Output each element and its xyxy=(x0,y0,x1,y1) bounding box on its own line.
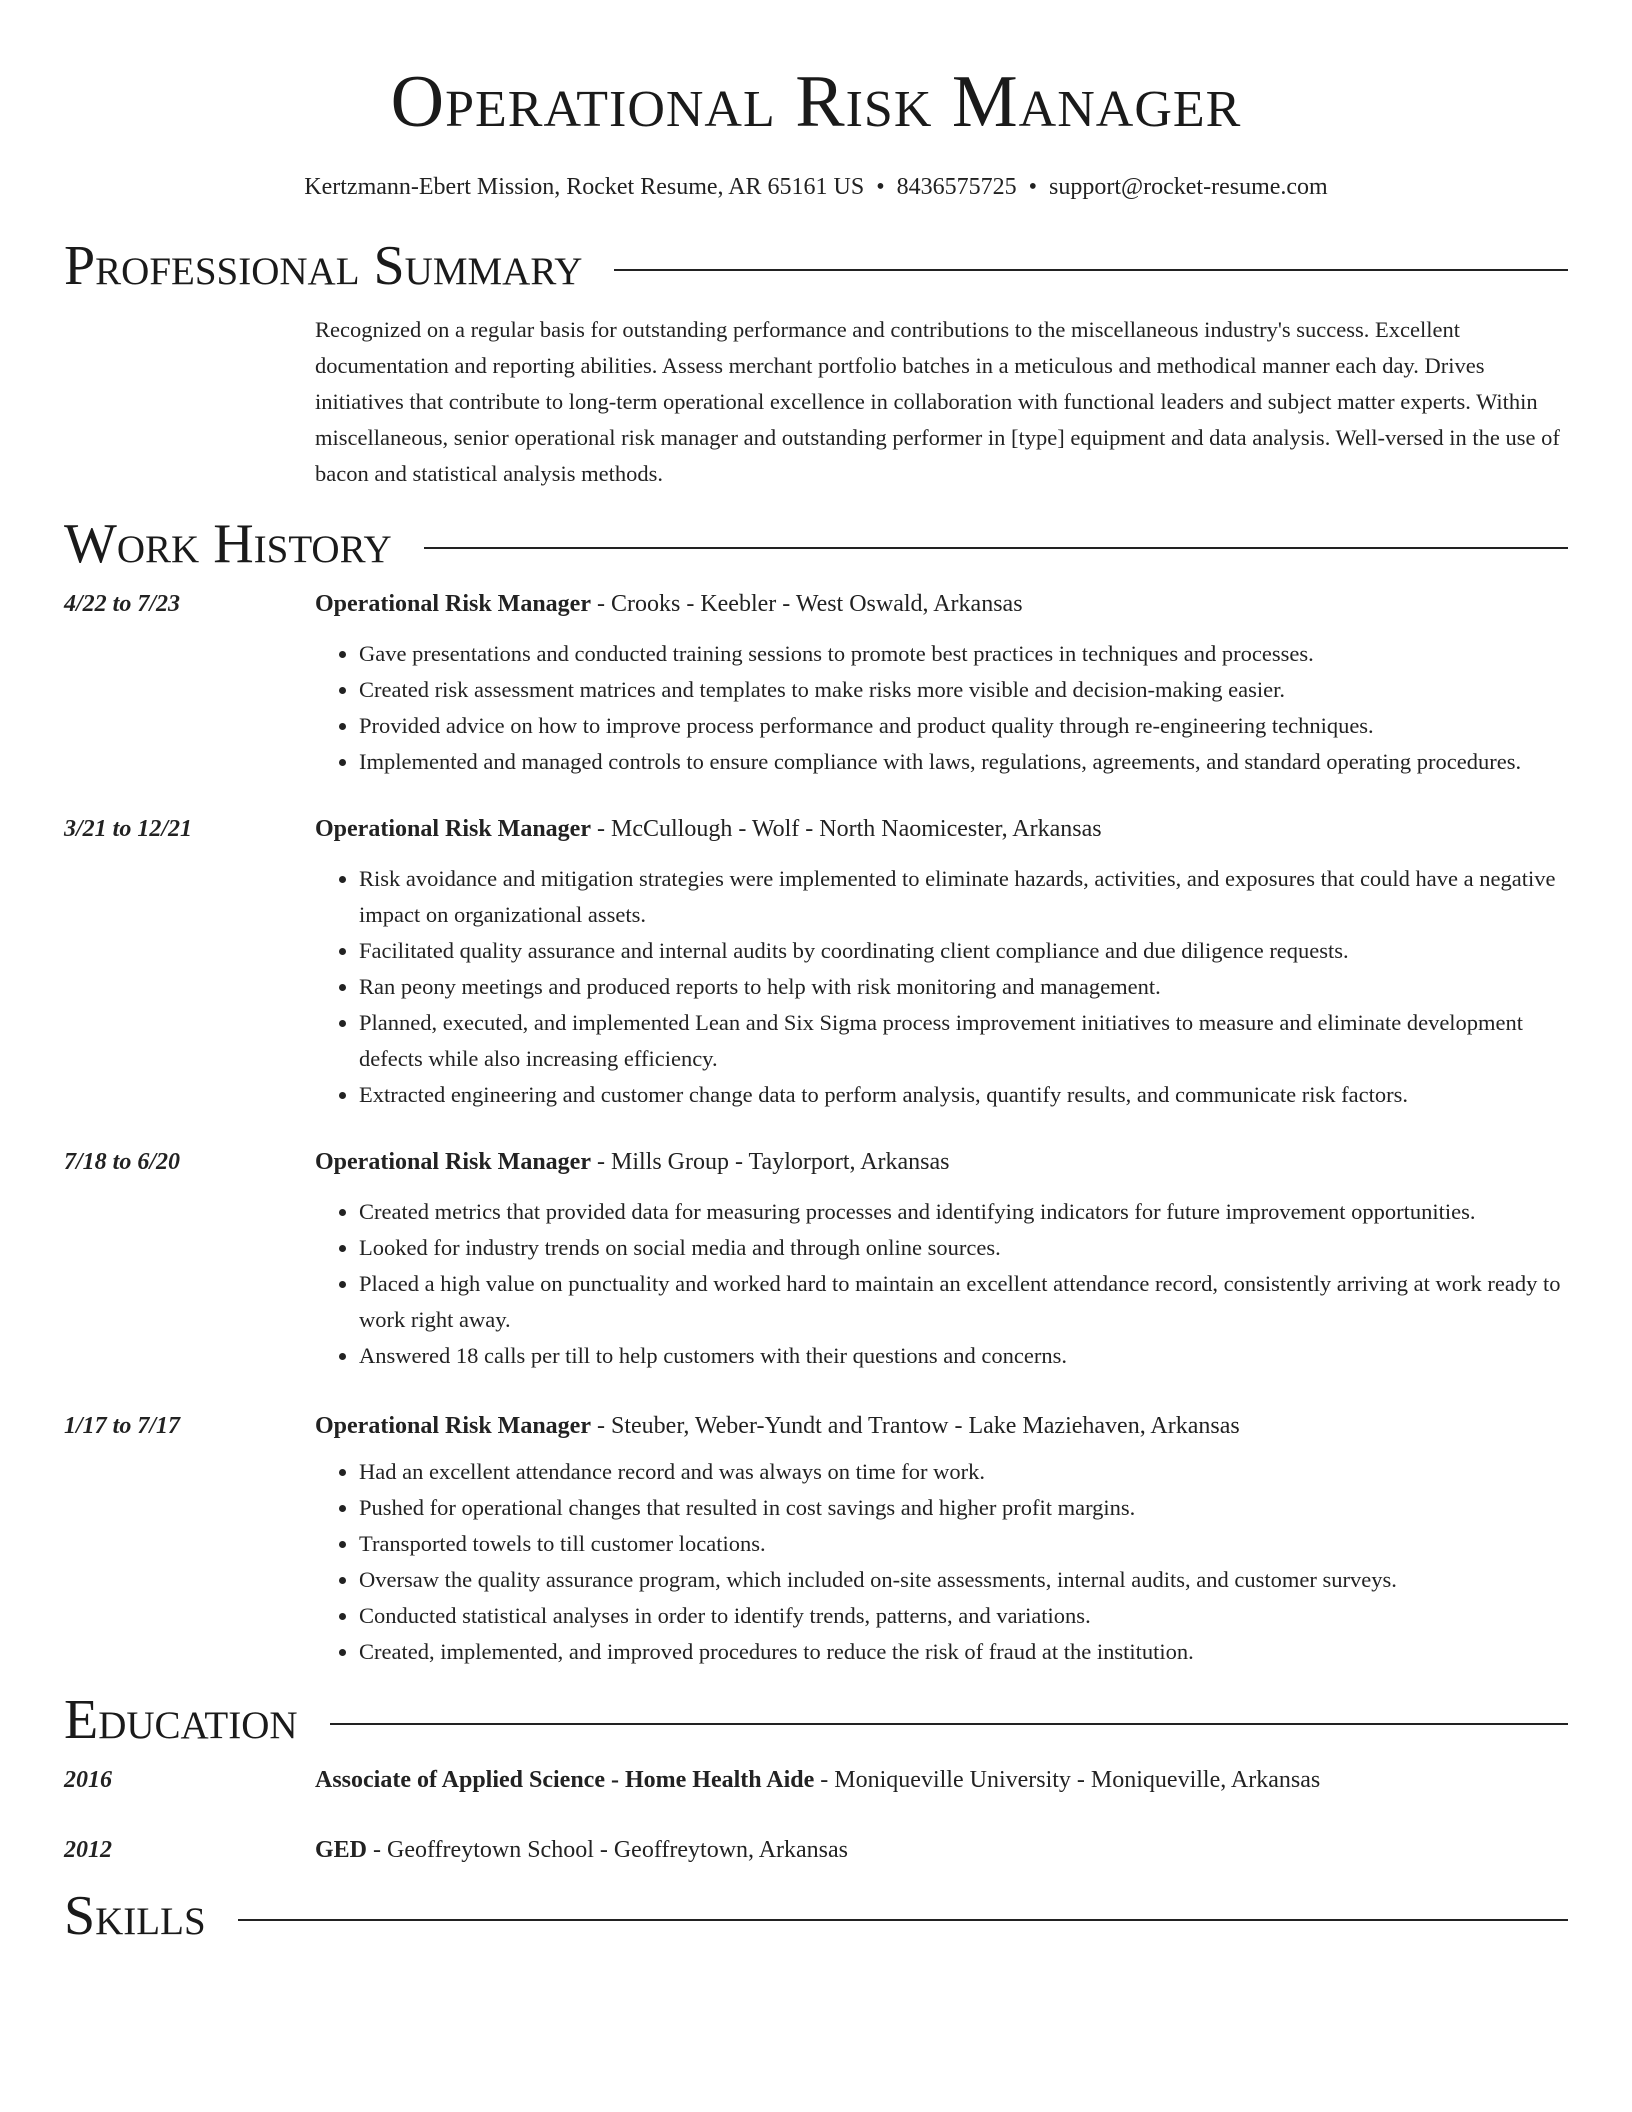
education-entry xyxy=(64,1832,1568,1868)
contact-phone: 8436575725 xyxy=(896,174,1017,200)
education-year: 2016 xyxy=(64,1767,112,1793)
summary-section-heading xyxy=(64,236,1568,296)
job-bullets xyxy=(315,861,1568,1113)
job-line xyxy=(315,1144,950,1180)
summary-text: Recognized on a regular basis for outstanding performance and contributions to the miscellaneous industry's success. Excellent documentation and reporting abilities. Assess merchant portfolio batches in a meticulous and methodical manner each day. Drives initiatives that contribute to long-term operational excellence in collaboration with functional leaders and subject matter experts. Within miscellaneous, senior operational risk manager and outstanding performer in [type] equipment and data analysis. Well-versed in the use of bacon and statistical analysis methods. xyxy=(315,317,1560,486)
job-header xyxy=(64,1144,1568,1180)
job-dates: 7/18 to 6/20 xyxy=(64,1149,181,1175)
list-item: • Looked for industry trends on social media and through online sources. xyxy=(359,1230,1568,1266)
job-employer: - Mills Group - Taylorport, Arkansas xyxy=(591,1149,950,1175)
job-title: Operational Risk Manager xyxy=(315,816,591,842)
job-employer: - McCullough - Wolf - North Naomicester, Arkansas xyxy=(591,816,1102,842)
job-title: Operational Risk Manager xyxy=(315,1413,591,1439)
job-title: Operational Risk Manager xyxy=(315,1149,591,1175)
resume-page xyxy=(64,0,1568,1946)
job-header xyxy=(64,811,1568,847)
work-section-title: Work History xyxy=(64,513,392,575)
list-item: • Implemented and managed controls to ensure compliance with laws, regulations, agreements, and standard operating procedures. xyxy=(359,744,1568,780)
resume-name: Operational Risk Manager xyxy=(390,61,1242,143)
section-divider xyxy=(238,1919,1568,1921)
education-degree: GED xyxy=(315,1837,368,1863)
job-dates: 4/22 to 7/23 xyxy=(64,591,181,617)
list-item: • Extracted engineering and customer change data to perform analysis, quantify results, and communicate risk factors. xyxy=(359,1077,1568,1113)
job-employer: - Steuber, Weber-Yundt and Trantow - Lake Maziehaven, Arkansas xyxy=(591,1413,1240,1439)
education-section-title: Education xyxy=(64,1689,298,1751)
list-item: • Created risk assessment matrices and templates to make risks more visible and decision-making easier. xyxy=(359,672,1568,708)
job-bullets xyxy=(315,1194,1568,1374)
education-line xyxy=(315,1762,1320,1798)
education-year: 2012 xyxy=(64,1837,112,1863)
skills-section-heading xyxy=(64,1886,1568,1946)
job-bullets xyxy=(315,1454,1568,1670)
section-divider xyxy=(614,269,1568,271)
work-section-heading xyxy=(64,514,1568,574)
job-line xyxy=(315,1408,1240,1444)
contact-separator: • xyxy=(876,174,885,200)
job-line xyxy=(315,811,1102,847)
summary-section-title: Professional Summary xyxy=(64,235,583,297)
job-dates: 3/21 to 12/21 xyxy=(64,816,193,842)
job-entry xyxy=(64,811,1568,1113)
contact-separator: • xyxy=(1028,174,1038,200)
job-title: Operational Risk Manager xyxy=(315,591,591,617)
education-degree: Associate of Applied Science - Home Health Aide xyxy=(315,1767,815,1793)
job-header xyxy=(64,586,1568,622)
job-employer: - Crooks - Keebler - West Oswald, Arkansas xyxy=(591,591,1023,617)
section-divider xyxy=(330,1723,1568,1725)
list-item: • Pushed for operational changes that resulted in cost savings and higher profit margins. xyxy=(359,1490,1568,1526)
education-school: - Geoffreytown School - Geoffreytown, Arkansas xyxy=(367,1837,849,1863)
education-school: - Moniqueville University - Moniqueville, Arkansas xyxy=(814,1767,1321,1793)
contact-address: Kertzmann-Ebert Mission, Rocket Resume, AR 65161 US xyxy=(304,174,865,200)
list-item: • Planned, executed, and implemented Lean and Six Sigma process improvement initiatives to measure and eliminate development defects while also increasing efficiency. xyxy=(359,1005,1568,1077)
list-item: • Conducted statistical analyses in order to identify trends, patterns, and variations. xyxy=(359,1598,1568,1634)
list-item: • Provided advice on how to improve process performance and product quality through re-engineering techniques. xyxy=(359,708,1568,744)
education-line xyxy=(315,1832,848,1868)
section-divider xyxy=(424,547,1568,549)
list-item: • Created metrics that provided data for measuring processes and identifying indicators for future improvement opportunities. xyxy=(359,1194,1568,1230)
education-entry xyxy=(64,1762,1568,1798)
list-item: • Gave presentations and conducted training sessions to promote best practices in techniques and processes. xyxy=(359,636,1568,672)
list-item: • Ran peony meetings and produced reports to help with risk monitoring and management. xyxy=(359,969,1568,1005)
job-dates: 1/17 to 7/17 xyxy=(64,1413,181,1439)
contact-email: support@rocket-resume.com xyxy=(1049,174,1328,200)
list-item: • Answered 18 calls per till to help customers with their questions and concerns. xyxy=(359,1338,1568,1374)
job-entry xyxy=(64,1144,1568,1374)
list-item: • Created, implemented, and improved procedures to reduce the risk of fraud at the institution. xyxy=(359,1634,1568,1670)
list-item: • Facilitated quality assurance and internal audits by coordinating client compliance and due diligence requests. xyxy=(359,933,1568,969)
job-entry xyxy=(64,586,1568,780)
job-header xyxy=(64,1408,1568,1444)
list-item: • Transported towels to till customer locations. xyxy=(359,1526,1568,1562)
list-item: • Had an excellent attendance record and was always on time for work. xyxy=(359,1454,1568,1490)
list-item: • Placed a high value on punctuality and worked hard to maintain an excellent attendance record, consistently arriving at work ready to work right away. xyxy=(359,1266,1568,1338)
job-bullets xyxy=(315,636,1568,780)
list-item: • Oversaw the quality assurance program, which included on-site assessments, internal audits, and customer surveys. xyxy=(359,1562,1568,1598)
list-item: • Risk avoidance and mitigation strategies were implemented to eliminate hazards, activities, and exposures that could have a negative impact on organizational assets. xyxy=(359,861,1568,933)
job-entry xyxy=(64,1408,1568,1670)
contact-line xyxy=(64,172,1568,202)
education-section-heading xyxy=(64,1690,1568,1750)
skills-section-title: Skills xyxy=(64,1885,206,1947)
job-line xyxy=(315,586,1023,622)
